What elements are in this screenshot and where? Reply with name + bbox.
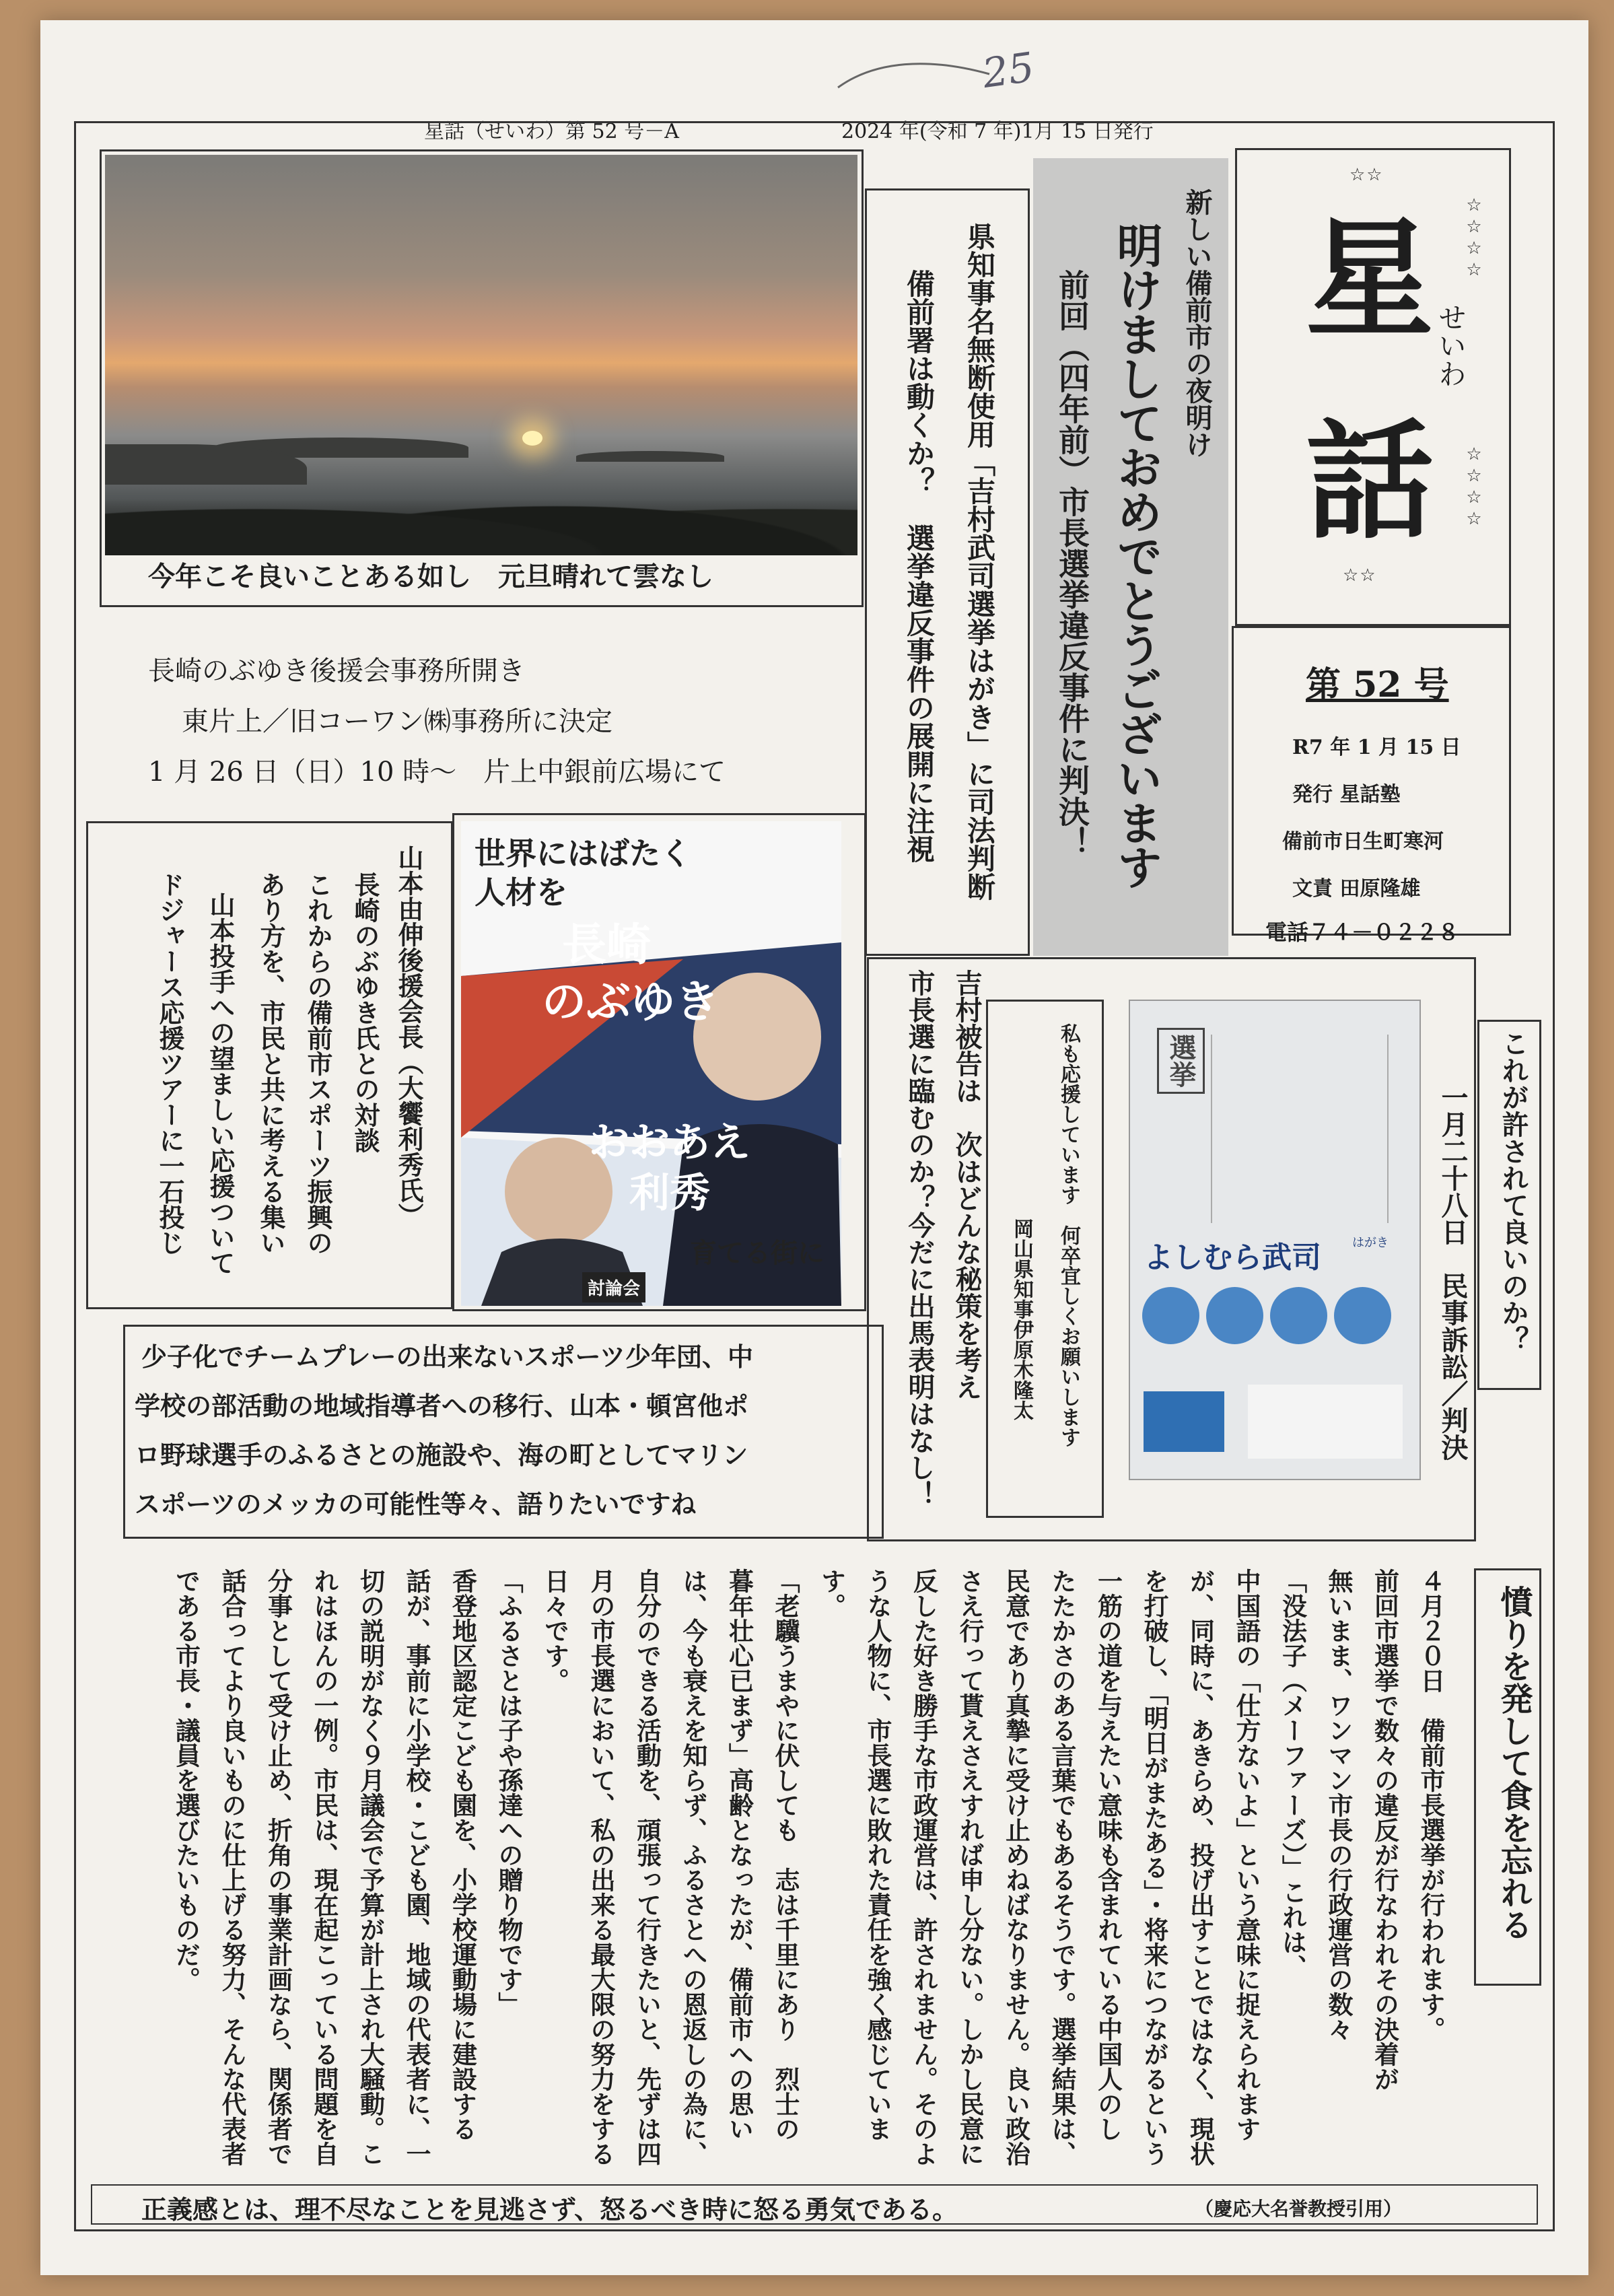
column-line: 自分のできる活動を、頑張って行きたいと、先ずは四	[632, 1568, 662, 2166]
footer-source: （慶応大名誉教授引用）	[1195, 2198, 1403, 2220]
sports-line2: 学校の部活動の地域指導者への移行、山本・頓宮他ポ	[135, 1391, 749, 1421]
column-line: す。	[816, 1568, 847, 1618]
postcard-stamp: 選挙	[1157, 1028, 1205, 1094]
column-line: である市長・議員を選びたいものだ。	[171, 1568, 201, 1992]
poster-name1a: 長崎	[562, 919, 651, 971]
poster-name1b: のぶゆき	[542, 976, 720, 1028]
info-phone: 電話７４－０２２８	[1265, 919, 1460, 945]
postcard-circle-1	[1142, 1287, 1199, 1344]
dialog-line6: ドジャース応援ツアーに一石投じ	[155, 872, 185, 1255]
column-line: 話が、事前に小学校・こども園、地域の代表者に、一	[402, 1568, 431, 2166]
logo-reading: せいわ	[1434, 303, 1467, 388]
stars-right-bottom: ☆☆☆☆	[1464, 444, 1484, 530]
column-line: 中国語の「仕方ないよ」という意味に捉えられます	[1232, 1568, 1261, 2141]
column-line: たたかさのある言葉でもあるそうです。選挙結果は、	[1047, 1568, 1077, 2166]
election-postcard	[1129, 1000, 1421, 1480]
allowed-line: 一月二十八日 民事訴訟／判決	[1437, 1084, 1469, 1461]
column-line: 月の市長選において、私の出来る最大限の努力をする	[586, 1568, 616, 2166]
postcard-name: よしむら武司	[1144, 1241, 1321, 1275]
info-publisher: 発行 星話塾	[1292, 783, 1401, 806]
dialog-line1: 山本由伸後援会長（大饗利秀氏）	[394, 845, 424, 1228]
handwritten-scribble	[835, 54, 996, 94]
poster-badge: 討論会	[582, 1272, 645, 1302]
column-line: 無いまま、ワンマン市長の行政運営の数々	[1324, 1568, 1354, 2042]
column-line: 香登地区認定こども園を、小学校運動場に建設する	[448, 1568, 478, 2141]
yoshimura-line1: 吉村被告は 次はどんな秘策を考え	[951, 969, 983, 1400]
poster-tagline1: 世界にはばたく	[475, 835, 691, 872]
yoshimura-line2: 市長選に臨むのか？今だに出馬表明はなし！	[904, 969, 936, 1508]
postcard-circle-4	[1334, 1287, 1391, 1344]
column-body	[128, 1568, 1454, 2167]
support-line2: 岡山県知事伊原木隆太	[1010, 1218, 1033, 1420]
column-line: 暮年壮心已まず」高齢となったが、備前市への思い	[724, 1568, 755, 2141]
main-headline: 明けましておめでとうございます	[1109, 222, 1163, 889]
column-line: 「ふるさとは子や孫達への贈り物です」	[494, 1568, 524, 2017]
newsletter-page	[40, 20, 1588, 2275]
postcard-address-lines	[1211, 1035, 1389, 1223]
column-line: ４月２０日 備前市長選挙が行われます。	[1416, 1568, 1446, 2042]
column-line: 民意であり真摯に受け止めねばなりません。良い政治	[1001, 1568, 1031, 2166]
logo-char-talk: 話	[1306, 406, 1434, 556]
column-line: 切の説明がなく９月議会で予算が計上され大騒動。こ	[355, 1568, 386, 2166]
issue-number: 第 52 号	[1306, 664, 1449, 705]
column-heading: 憤りを発して食を忘れる	[1495, 1585, 1533, 1941]
column-line: れはほんの一例。市民は、現在起こっている問題を自	[310, 1568, 339, 2166]
column-line: 日々です。	[540, 1568, 570, 1693]
dialog-line5: 山本投手への望ましい応援ついて	[205, 892, 236, 1276]
sports-line4: スポーツのメッカの可能性等々、語りたいですね	[135, 1489, 697, 1519]
postcard-circle-3	[1270, 1287, 1327, 1344]
logo-char-star: 星	[1306, 204, 1434, 354]
dialog-line2: 長崎のぶゆき氏との対談	[350, 872, 380, 1153]
photo-caption: 今年こそ良いことある如し 元旦晴れて雲なし	[148, 561, 713, 592]
headline-kicker: 新しい備前市の夜明け	[1181, 188, 1213, 458]
column-line: 前回市選挙で数々の違反が行なわれその決着が	[1370, 1568, 1400, 2091]
stars-right-top: ☆☆☆☆	[1464, 195, 1484, 281]
column-line: さえ行って貰えさえすれば申し分ない。しかし民意に	[955, 1568, 985, 2166]
column-line: 「没法子（メーファーズ）」これは、	[1277, 1568, 1308, 1980]
office-line3: 1 月 26 日（日）10 時～ 片上中銀前広場にて	[148, 757, 726, 788]
dialog-line3: これからの備前市スポーツ振興の	[303, 872, 333, 1255]
issue-line: 星話（せいわ）第 52 号－A	[424, 120, 679, 143]
sports-line1: 少子化でチームプレーの出来ないスポーツ少年団、中	[141, 1342, 753, 1372]
column-line: 反した好き勝手な市政運営は、許されません。そのよ	[909, 1568, 939, 2166]
info-address: 備前市日生町寒河	[1282, 830, 1444, 854]
column-line: 分事として受け止め、折角の事業計画なら、関係者で	[263, 1568, 293, 2166]
island	[576, 451, 724, 462]
poster-tagline2: 人材を	[475, 874, 567, 911]
poster-name2b: 利秀	[629, 1170, 710, 1217]
poster-footer: 育てる街に	[690, 1238, 824, 1269]
support-line1: 私も応援しています 何卒宜しくお願いします	[1057, 1023, 1080, 1447]
event-poster	[461, 821, 841, 1306]
judicial-line1: 県知事名無断使用「吉村武司選挙はがき」に司法判断	[963, 222, 996, 901]
postcard-note: はがき	[1352, 1236, 1389, 1250]
postcard-blue-badge	[1144, 1391, 1224, 1452]
sunrise-photo	[105, 155, 857, 555]
stars-top-left: ☆☆	[1349, 165, 1384, 185]
info-editor: 文責 田原隆雄	[1292, 877, 1421, 901]
stars-bottom: ☆☆	[1343, 565, 1377, 586]
footer-quote: 正義感とは、理不尽なことを見逃さず、怒るべき時に怒る勇気である。	[141, 2194, 958, 2225]
sports-line3: ロ野球選手のふるさとの施設や、海の町としてマリン	[135, 1440, 748, 1470]
column-line: は、今も衰えを知らず、ふるさとへの恩返しの為に、	[678, 1568, 708, 2166]
postcard-circle-2	[1206, 1287, 1263, 1344]
office-line1: 長崎のぶゆき後援会事務所開き	[148, 656, 525, 687]
date-line: 2024 年(令和 7 年)1月 15 日発行	[841, 120, 1154, 143]
column-line: 話合ってより良いものに仕上げる努力、そんな代表者	[217, 1568, 247, 2166]
foreground-bushes	[105, 475, 857, 555]
column-line: 「老驥うまやに伏しても 志は千里にあり 烈士の	[771, 1568, 800, 2141]
column-line: 一筋の道を与えたい意味も含まれている中国人のし	[1093, 1568, 1123, 2141]
postcard-handwritten-area	[1248, 1385, 1403, 1459]
allowed-heading: これが許されて良いのか？	[1498, 1030, 1529, 1353]
dialog-line4: あり方を、市民と共に考える集い	[256, 872, 286, 1255]
column-line: うな人物に、市長選に敗れた責任を強く感じていま	[863, 1568, 892, 2141]
support-box	[986, 1000, 1104, 1518]
judicial-line2: 備前署は動くか？ 選挙違反事件の展開に注視	[903, 269, 936, 863]
column-line: が、同時に、あきらめ、投げ出すことではなく、現状	[1185, 1568, 1216, 2166]
judicial-box	[865, 188, 1030, 956]
handwritten-number: 25	[979, 44, 1037, 98]
column-line: を打破し、「明日がまたある」・将来につながるという	[1139, 1568, 1169, 2166]
sun	[522, 431, 542, 446]
office-line2: 東片上／旧コーワン㈱事務所に決定	[182, 706, 612, 737]
info-date: R7 年 1 月 15 日	[1292, 736, 1461, 759]
poster-name2a: おおあえ	[589, 1119, 750, 1167]
headline-sub: 前回（四年前）市長選挙違反事件に判決！	[1054, 269, 1090, 858]
